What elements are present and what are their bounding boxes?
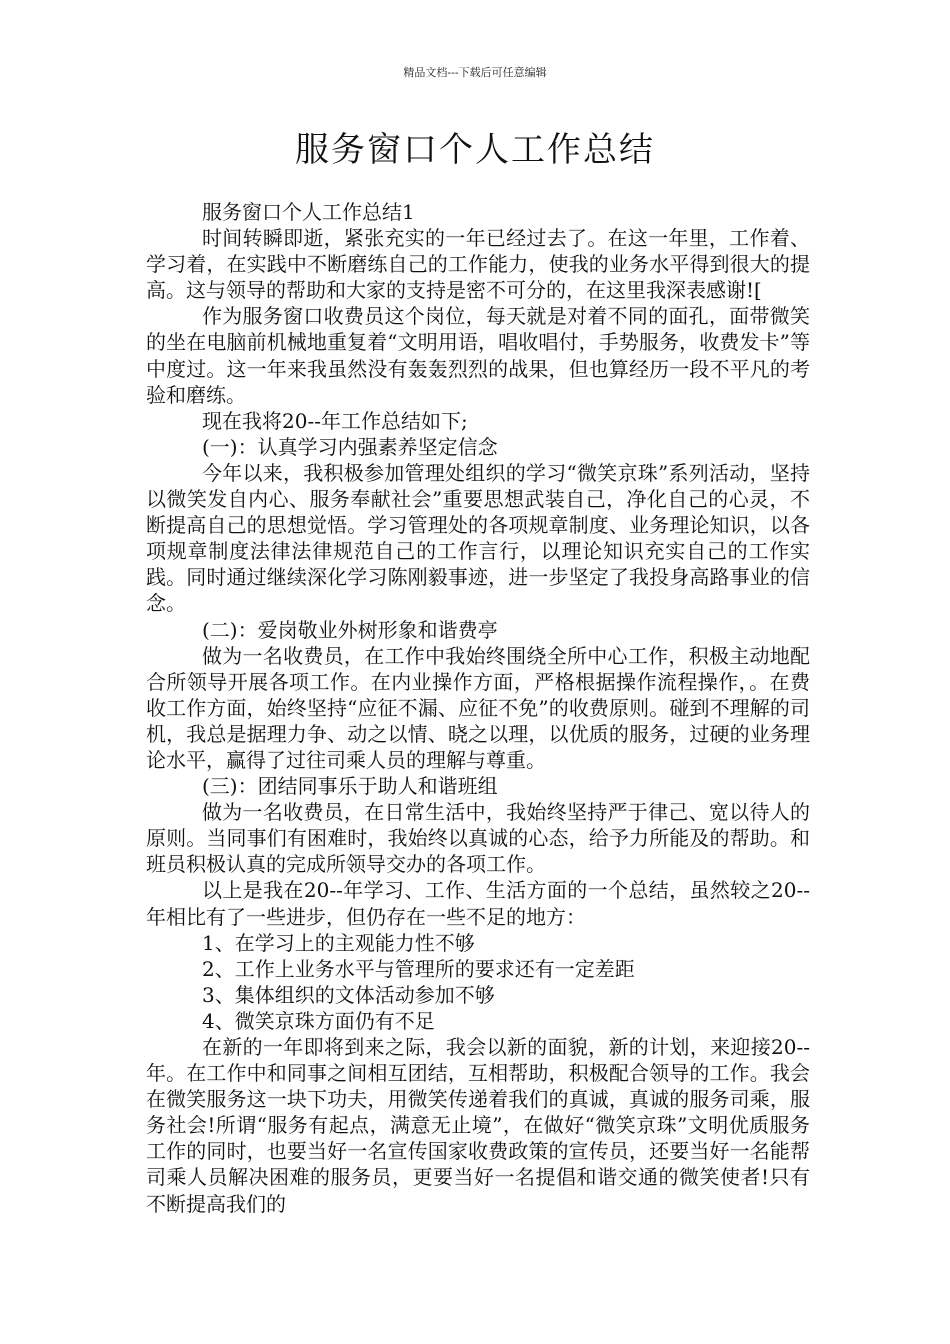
paragraph-role: 作为服务窗口收费员这个岗位，每天就是对着不同的面孔，面带微笑的坐在电脑前机械地重复着“文明用语，唱收唱付，手势服务，收费发卡”等中度过。这一年来我虽然没有轰轰烈烈的战果，但也算经历一段不平凡的考验和磨练。 <box>146 304 810 407</box>
paragraph-shortcomings-lead: 以上是我在20--年学习、工作、生活方面的一个总结，虽然较之20--年相比有了一些进步，但仍存在一些不足的地方： <box>146 878 810 929</box>
paragraph-study: 今年以来，我积极参加管理处组织的学习“微笑京珠”系列活动，坚持以微笑发自内心、服务奉献社会”重要思想武装自己，净化自己的心灵，不断提高自己的思想觉悟。学习管理处的各项规章制度、业务理论知识，以各项规章制度法律法律规范自己的工作言行，以理论知识充实自己的工作实践。同时通过继续深化学习陈刚毅事迹，进一步坚定了我投身高路事业的信念。 <box>146 460 810 616</box>
paragraph-work: 做为一名收费员，在工作中我始终围绕全所中心工作，积极主动地配合所领导开展各项工作。在内业操作方面，严格根据操作流程操作，。在费收工作方面，始终坚持“应征不漏、应征不免”的收费原则。碰到不理解的司机，我总是据理力争、动之以情、晓之以理，以优质的服务，过硬的业务理论水平，赢得了过往司乘人员的理解与尊重。 <box>146 643 810 772</box>
list-item-shortcoming-3: 3、集体组织的文体活动参加不够 <box>202 982 495 1007</box>
section-heading-summary-1: 服务窗口个人工作总结1 <box>202 200 415 224</box>
list-item-shortcoming-4: 4、微笑京珠方面仍有不足 <box>202 1008 435 1033</box>
list-item-shortcoming-2: 2、工作上业务水平与管理所的要求还有一定差距 <box>202 956 635 981</box>
document-body <box>146 199 810 1217</box>
document-title: 服务窗口个人工作总结 <box>295 130 655 170</box>
paragraph-new-year: 在新的一年即将到来之际，我会以新的面貌，新的计划，来迎接20--年。在工作中和同事之间相互团结，互相帮助，积极配合领导的工作。我会在微笑服务这一块下功夫，用微笑传递着我们的真诚，真诚的服务司乘，服务社会!所谓“服务有起点，满意无止境”，在做好“微笑京珠”文明优质服务工作的同时，也要当好一名宣传国家收费政策的宣传员，还要当好一名能帮司乘人员解决困难的服务员，更要当好一名提倡和谐交通的微笑使者!只有不断提高我们的 <box>146 1035 810 1216</box>
paragraph-teamwork: 做为一名收费员，在日常生活中，我始终坚持严于律己、宽以待人的原则。当同事们有困难时，我始终以真诚的心态，给予力所能及的帮助。和班员积极认真的完成所领导交办的各项工作。 <box>146 800 810 877</box>
paragraph-intro: 时间转瞬即逝，紧张充实的一年已经过去了。在这一年里，工作着、学习着，在实践中不断磨练自己的工作能力，使我的业务水平得到很大的提高。这与领导的帮助和大家的支持是密不可分的，在这里我深表感谢![ <box>146 226 810 303</box>
paragraph-summary-lead: 现在我将20--年工作总结如下; <box>202 408 468 433</box>
list-item-shortcoming-1: 1、在学习上的主观能力性不够 <box>202 930 475 955</box>
section-heading-1: (一)：认真学习内强素养坚定信念 <box>202 434 498 459</box>
section-heading-2: (二)：爱岗敬业外树形象和谐费亭 <box>202 617 498 642</box>
page-header-note: 精品文档---下载后可任意编辑 <box>403 66 547 79</box>
section-heading-3: (三)：团结同事乐于助人和谐班组 <box>202 774 498 799</box>
